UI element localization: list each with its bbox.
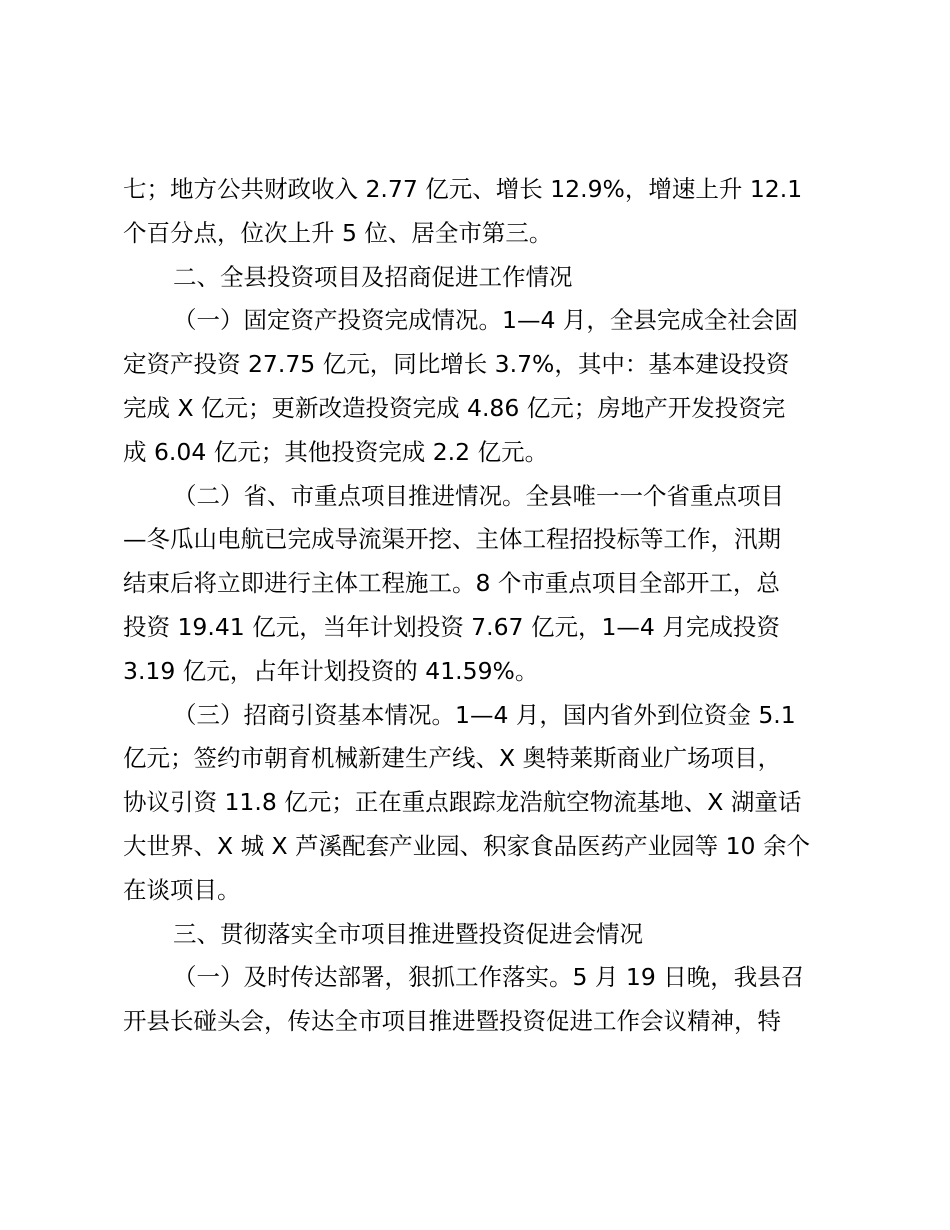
text-line: 完成 X 亿元；更新改造投资完成 4.86 亿元；房地产开发投资完 bbox=[123, 393, 786, 422]
text-line: 七；地方公共财政收入 2.77 亿元、增长 12.9%，增速上升 12.1 bbox=[123, 175, 803, 203]
text-line: 在谈项目。 bbox=[123, 875, 241, 904]
text-line: 大世界、X 城 X 芦溪配套产业园、积家食品医药产业园等 10 余个 bbox=[123, 831, 810, 860]
text-line: —冬瓜山电航已完成导流渠开挖、主体工程招投标等工作，汛期 bbox=[123, 525, 781, 554]
text-line: 成 6.04 亿元；其他投资完成 2.2 亿元。 bbox=[123, 437, 549, 466]
text-line: 二、全县投资项目及招商促进工作情况 bbox=[173, 262, 573, 291]
text-line: 定资产投资 27.75 亿元，同比增长 3.7%，其中：基本建设投资 bbox=[123, 350, 790, 379]
text-line: 3.19 亿元，占年计划投资的 41.59%。 bbox=[123, 656, 539, 685]
text-line: 个百分点，位次上升 5 位、居全市第三。 bbox=[123, 218, 553, 247]
text-line: 亿元；签约市朝育机械新建生产线、X 奥特莱斯商业广场项目， bbox=[123, 744, 782, 773]
text-line: 结束后将立即进行主体工程施工。8 个市重点项目全部开工，总 bbox=[123, 569, 780, 598]
text-line: （三）招商引资基本情况。1—4 月，国内省外到位资金 5.1 bbox=[173, 700, 796, 729]
text-line: 开县长碰头会，传达全市项目推进暨投资促进工作会议精神，特 bbox=[123, 1007, 781, 1036]
text-line: （一）固定资产投资完成情况。1—4 月，全县完成全社会固 bbox=[173, 306, 798, 335]
text-line: 投资 19.41 亿元，当年计划投资 7.67 亿元，1—4 月完成投资 bbox=[123, 612, 780, 641]
text-line: （二）省、市重点项目推进情况。全县唯一一个省重点项目 bbox=[173, 481, 784, 510]
text-line: （一）及时传达部署，狠抓工作落实。5 月 19 日晚，我县召 bbox=[173, 963, 805, 992]
document-body bbox=[123, 168, 835, 1044]
text-line: 三、贯彻落实全市项目推进暨投资促进会情况 bbox=[173, 919, 643, 948]
text-line: 协议引资 11.8 亿元；正在重点跟踪龙浩航空物流基地、X 湖童话 bbox=[123, 788, 802, 817]
